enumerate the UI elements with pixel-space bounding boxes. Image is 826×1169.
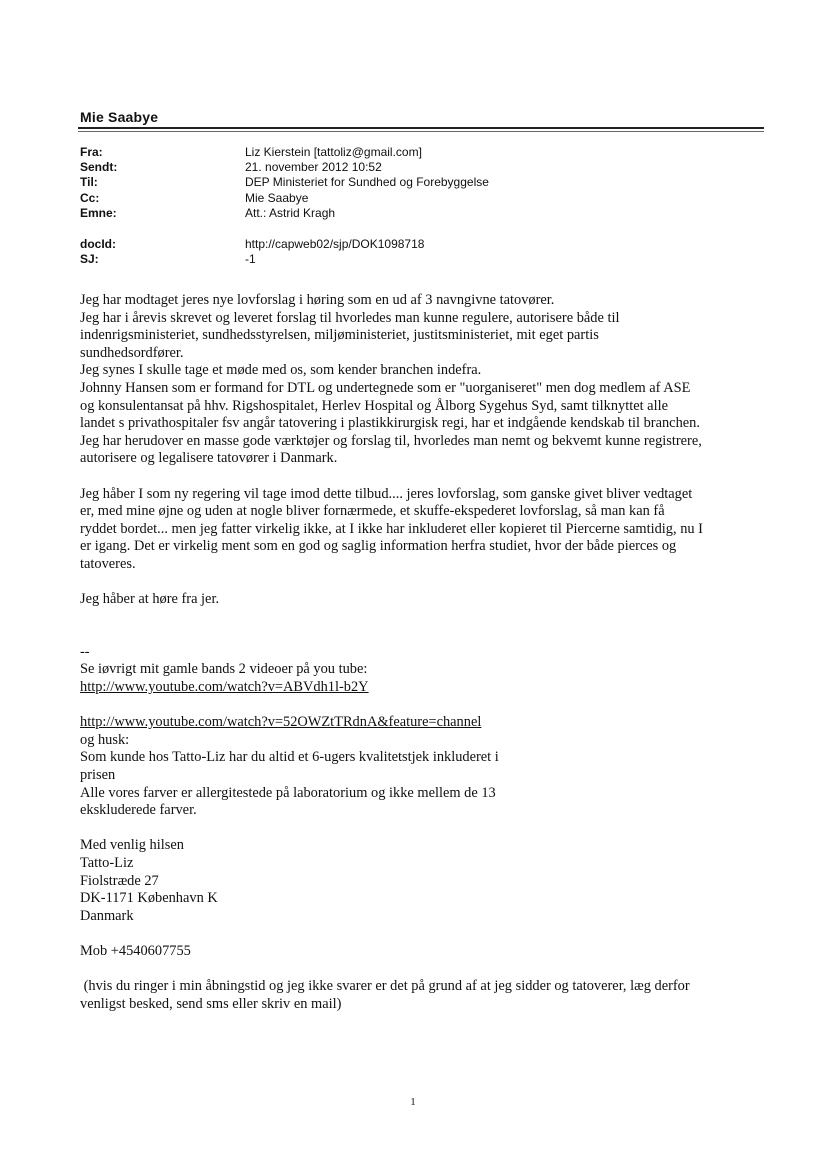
body-line: er igang. Det er virkelig ment som en god og saglig information herfra studiet, hvor der både pierces og [80,538,677,555]
mobile-number: Mob +4540607755 [80,942,191,959]
meta-label: Sendt: [80,160,118,175]
body-line: (hvis du ringer i min åbningstid og jeg ikke svarer er det på grund af at jeg sidder og tatoverer, læg derfor [80,978,690,995]
meta-row-sent [80,160,665,175]
body-line: Som kunde hos Tatto-Liz har du altid et 6-ugers kvalitetstjek inkluderet i [80,749,499,766]
meta-value-from: Liz Kierstein [tattoliz@gmail.com] [245,145,422,159]
meta-row-sj [80,252,665,267]
meta-value-subject: Att.: Astrid Kragh [245,205,336,220]
email-body [80,292,770,1013]
sender-header-name: Mie Saabye [80,109,159,125]
email-meta [80,145,665,267]
body-line: ekskluderede farver. [80,802,197,819]
body-line: autorisere og legalisere tatovører i Danmark. [80,450,338,467]
signature-line: Med venlig hilsen [80,837,184,854]
meta-row-from [80,145,665,160]
body-line: tatoveres. [80,555,136,572]
body-line: sundhedsordfører. [80,344,184,361]
signature-line: Tatto-Liz [80,855,134,871]
body-line: landet s privathospitaler fsv angår tatovering i plastikkirurgisk regi, har et indgående kendskab til branchen. [80,415,700,432]
videos-intro: Se iøvrigt mit gamle bands 2 videoer på you tube: [80,661,368,678]
body-line: Jeg synes I skulle tage et møde med os, som kender branchen indefra. [80,362,482,379]
meta-row-cc [80,191,665,206]
meta-value-sent: 21. november 2012 10:52 [245,160,382,175]
meta-label: SJ: [80,252,99,267]
body-line: og husk: [80,731,130,748]
body-line: prisen [80,767,116,784]
body-line: venligst besked, send sms eller skriv en mail) [80,995,342,1012]
body-line: Jeg har i årevis skrevet og leveret forslag til hvorledes man kunne regulere, autorisere både til [80,309,620,326]
signature-line: Danmark [80,907,134,924]
body-line: Jeg har herudover en masse gode værktøjer og forslag til, hvorledes man nemt og bekvemt kunne registrere, [80,432,702,449]
meta-value-docid: http://capweb02/sjp/DOK1098718 [245,236,425,251]
body-line: Jeg håber I som ny regering vil tage imod dette tilbud.... jeres lovforslag, som ganske givet bliver vedtaget [80,485,693,502]
youtube-link-1[interactable]: http://www.youtube.com/watch?v=ABVdh1l-b2Y [80,679,369,696]
signature-line: DK-1171 København K [80,890,218,907]
availability-note [80,978,770,1013]
signature-block [80,837,770,925]
body-line: indenrigsministeriet, sundhedsstyrelsen, miljøministeriet, justitsministeriet, mit eget partis [80,327,599,344]
signature-separator: -- [80,643,90,660]
meta-row-subject [80,206,665,221]
paragraph-offer [80,486,770,574]
meta-row-to [80,175,665,190]
meta-value-cc: Mie Saabye [245,190,309,205]
meta-value-to: DEP Ministeriet for Sundhed og Forebyggelse [245,175,489,190]
signature-line: Fiolstræde 27 [80,872,159,889]
paragraph-closing: Jeg håber at høre fra jer. [80,591,220,608]
body-line: Johnny Hansen som er formand for DTL og undertegnede som er "uorganiseret" men dog medlem af ASE [80,379,691,396]
body-line: og konsulentansat på hhv. Rigshospitalet, Herlev Hospital og Ålborg Sygehus Syd, samt tilknyttet alle [80,397,668,414]
meta-label: Fra: [80,145,103,159]
body-line: Jeg har modtaget jeres nye lovforslag i høring som en ud af 3 navngivne tatovører. [80,292,555,308]
remember-block [80,732,770,820]
meta-label: Cc: [80,190,100,205]
page-number: 1 [410,1096,416,1108]
youtube-link-2[interactable]: http://www.youtube.com/watch?v=52OWZtTRdnA&feature=channel [80,714,482,731]
paragraph-intro [80,292,770,468]
body-line: Alle vores farver er allergitestede på laboratorium og ikke mellem de 13 [80,784,496,801]
body-line: er, med mine øjne og uden at nogle bliver fornærmede, et skuffe-ekspederet lovforslag, så man kan få [80,503,665,520]
header-rule [78,127,764,129]
header-rule-thin [78,131,764,132]
meta-row-docid [80,237,665,252]
meta-value-sj: -1 [245,252,256,267]
meta-label: Til: [80,175,98,190]
meta-label: docId: [80,236,116,251]
body-line: ryddet bordet... men jeg fatter virkelig ikke, at I ikke har inkluderet eller kopieret til Piercerne samtidig, nu I [80,520,703,537]
meta-label: Emne: [80,205,117,220]
